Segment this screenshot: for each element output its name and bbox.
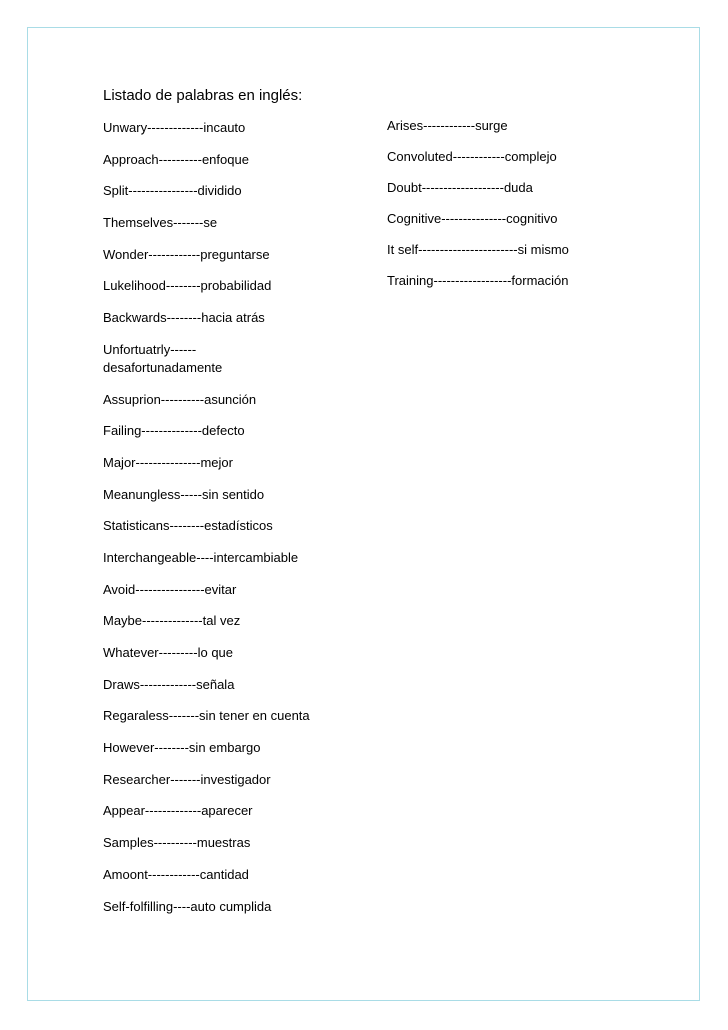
list-item: Whatever---------lo que (103, 645, 234, 660)
list-item: Approach----------enfoque (103, 151, 249, 167)
list-item: Regaraless-------sin tener en cuenta (103, 708, 310, 724)
list-item: Themselves-------se (103, 215, 218, 231)
list-item: Cognitive---------------cognitivo (387, 211, 558, 226)
list-item: Wonder------------preguntarse (103, 246, 270, 262)
list-item: Samples----------muestras (103, 835, 251, 851)
list-item: Backwards--------hacia atrás (103, 310, 265, 326)
list-item: It self-----------------------si mismo (387, 242, 569, 257)
list-item: Convoluted------------complejo (387, 149, 557, 164)
list-item: Self-folfilling----auto cumplida (103, 898, 272, 914)
list-item: Training------------------formación (387, 273, 569, 288)
list-item: Avoid----------------evitar (103, 581, 237, 597)
list-item: Maybe--------------tal vez (103, 613, 241, 629)
page-title: Listado de palabras en inglés: (103, 87, 303, 104)
list-item: Unwary-------------incauto (103, 120, 246, 135)
list-item: Arises------------surge (387, 118, 508, 133)
list-item: Meanungless-----sin sentido (103, 486, 265, 502)
list-item: Interchangeable----intercambiable (103, 549, 299, 565)
list-item: However--------sin embargo (103, 740, 261, 756)
list-item: Failing--------------defecto (103, 423, 245, 439)
list-item: Researcher-------investigador (103, 771, 271, 787)
list-item: Amoont------------cantidad (103, 866, 249, 882)
list-item: Draws-------------señala (103, 676, 235, 692)
list-item: Statisticans--------estadísticos (103, 518, 273, 534)
vocabulary-list-right (387, 117, 647, 303)
list-item: Unfortuatrly------ desafortunadamente (103, 341, 223, 375)
list-item: Doubt-------------------duda (387, 180, 533, 195)
vocabulary-list-left (103, 119, 353, 929)
list-item: Major---------------mejor (103, 454, 233, 470)
list-item: Appear-------------aparecer (103, 803, 253, 819)
list-item: Lukelihood--------probabilidad (103, 278, 272, 294)
list-item: Assuprion----------asunción (103, 391, 257, 407)
list-item: Split----------------dividido (103, 183, 242, 199)
